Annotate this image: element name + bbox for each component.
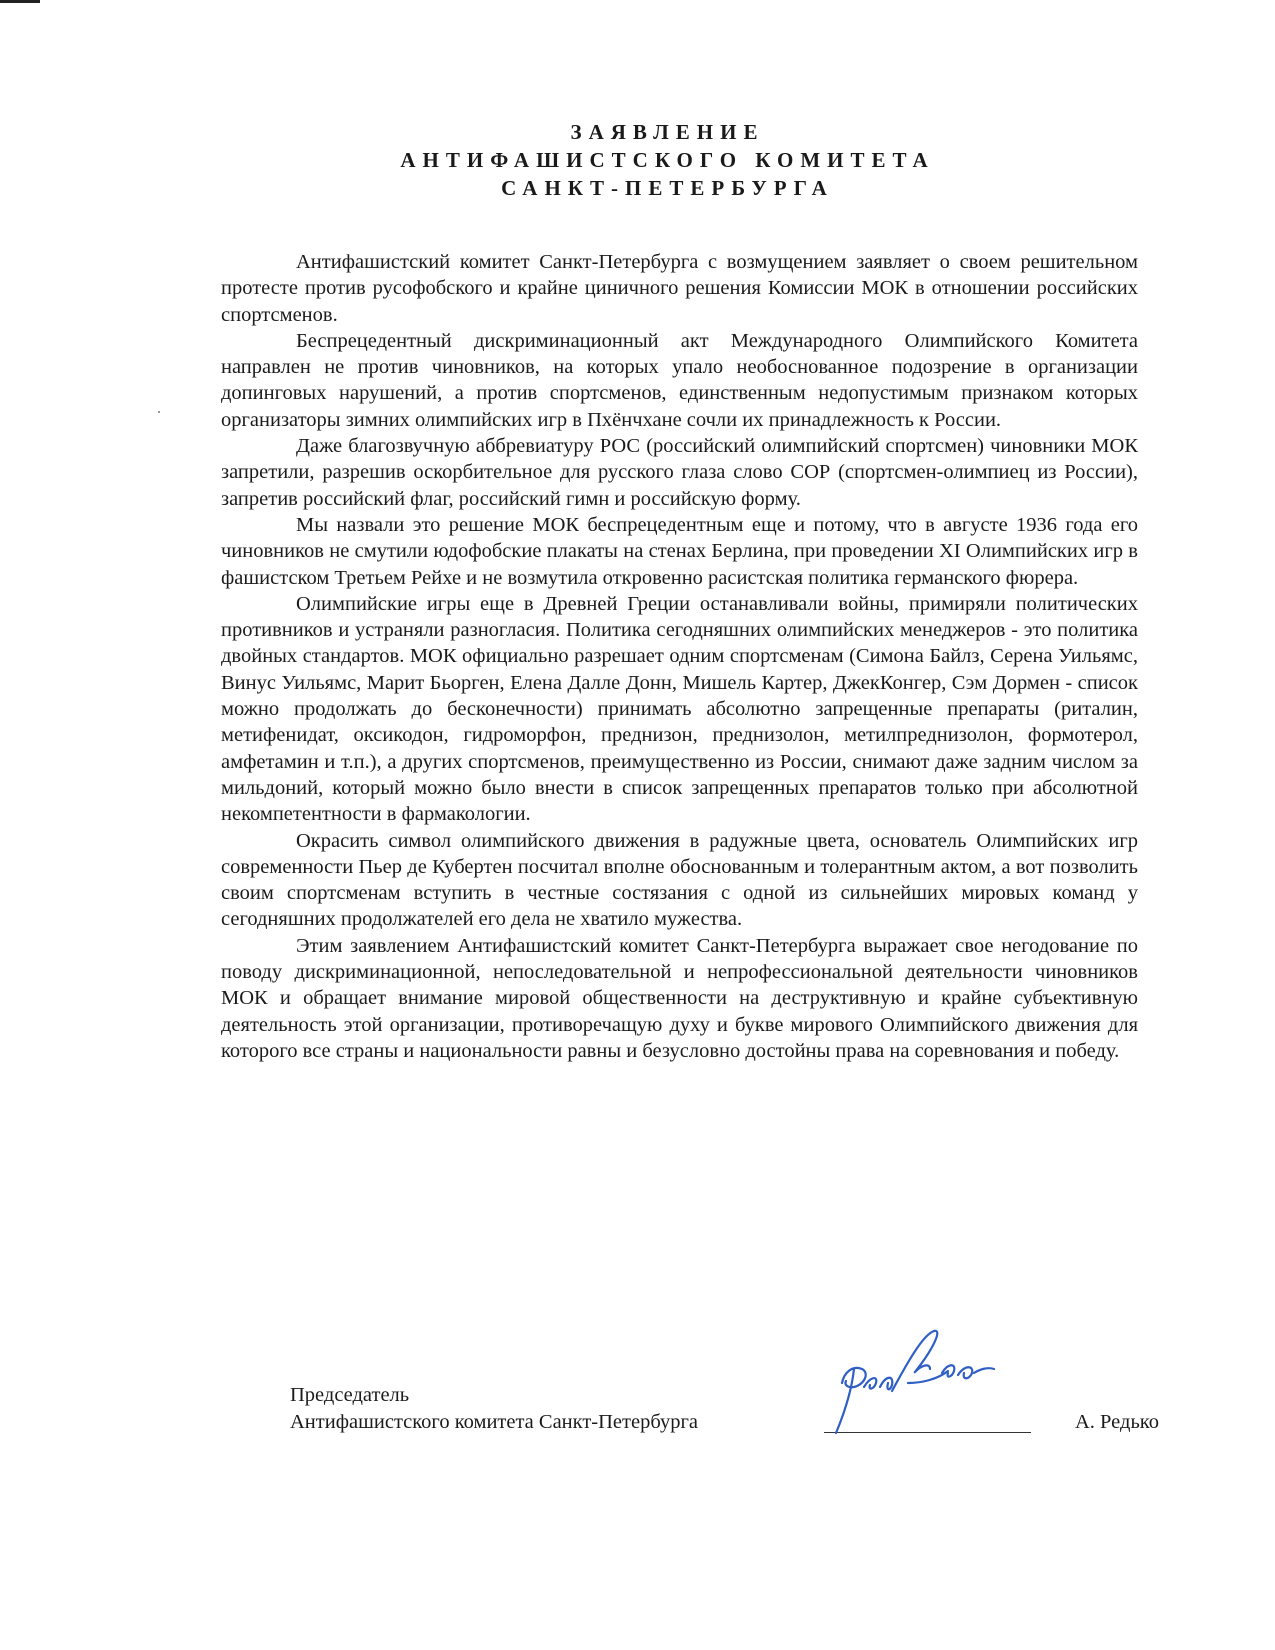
scan-speck [158, 411, 160, 413]
title-line-statement: ЗАЯВЛЕНИЕ [570, 120, 765, 144]
paragraph-double-standards: Олимпийские игры еще в Древней Греции останавливали войны, примиряли политических противников и устраняли разногласия. Политика сегодняшних олимпийских менеджеров - это политика двойных стандартов. МОК официально разрешает одним спортсменам (Симона Байлз, Серена Уильямс, Винус Уильямс, Марит Бьорген, Елена Далле Донн, Мишель Картер, ДжекКонгер, Сэм Дормен - список можно продолжать до бесконечности) принимать абсолютно запрещенные препараты (риталин, метифенидат, оксикодон, гидроморфон, преднизон, преднизолон, метилпреднизолон, формотерол, амфетамин и т.п.), а других спортсменов, преимущественно из России, снимают даже задним числом за мильдоний, который можно было внести в список запрещенных препаратов только при абсолютной некомпетентности в фармакологии. [221, 592, 1138, 826]
handwritten-signature [830, 1325, 1030, 1437]
paragraph-abbreviation: Даже благозвучную аббревиатуру РОС (российский олимпийский спортсмен) чиновники МОК запретили, разрешив оскорбительное для русского глаза слово СОР (спортсмен-олимпиец из России), запретив российский флаг, российский гимн и российскую форму. [221, 435, 1138, 510]
title-line-committee: АНТИФАШИСТСКОГО КОМИТЕТА [400, 148, 935, 172]
title-line-city: САНКТ-ПЕТЕРБУРГА [501, 176, 834, 200]
signatory-name: А. Редько [1075, 1411, 1159, 1433]
paragraph-conclusion: Этим заявлением Антифашистский комитет Санкт-Петербурга выражает свое негодование по поводу дискриминационной, непоследовательной и непрофессиональной деятельности чиновников МОК и обращает внимание мировой общественности на деструктивную и крайне субъективную деятельность этой организации, противоречащую духу и букве мирового Олимпийского движения для которого все страны и национальности равны и безусловно достойны права на соревнования и победу. [221, 934, 1138, 1062]
paragraph-protest: Антифашистский комитет Санкт-Петербурга с возмущением заявляет о своем решительном протесте против русофобского и крайне циничного решения Комиссии МОК в отношении российских спортсменов. [221, 251, 1138, 326]
paragraph-discrimination: Беспрецедентный дискриминационный акт Международного Олимпийского Комитета направлен не против чиновников, на которых упало необоснованное подозрение в организации допинговых нарушений, а против спортсменов, единственным недопустимым признаком которых организаторы зимних олимпийских игр в Пхёнчхане сочли их принадлежность к России. [221, 329, 1138, 431]
paragraph-coubertin: Окрасить символ олимпийского движения в радужные цвета, основатель Олимпийских игр современности Пьер де Кубертен посчитал вполне обоснованным и толерантным актом, а вот позволить своим спортсменам вступить в честные состязания с одной из сильнейших мировых команд у сегодняшних продолжателей его дела не хватило мужества. [221, 829, 1138, 931]
document-title [30, 118, 1275, 202]
signatory-organization: Антифашистского комитета Санкт-Петербурга [290, 1411, 698, 1433]
statement-body [221, 249, 1138, 1064]
paragraph-berlin-1936: Мы назвали это решение МОК беспрецедентным еще и потому, что в августе 1936 года его чиновников не смутили юдофобские плакаты на стенах Берлина, при проведении XI Олимпийских игр в фашистском Третьем Рейхе и не возмутила откровенно расистская политика германского фюрера. [221, 513, 1138, 589]
scan-corner-mark [0, 0, 40, 3]
signatory-role: Председатель [290, 1384, 410, 1406]
